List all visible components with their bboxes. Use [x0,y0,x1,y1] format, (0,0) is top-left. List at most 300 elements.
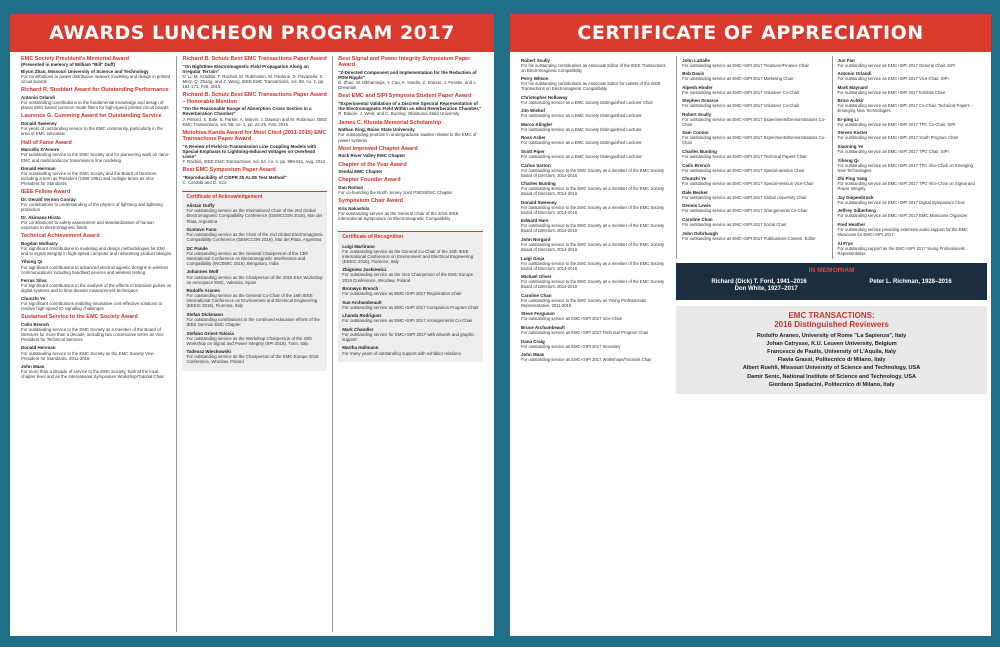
recipient-name: "Experimental Validation of a Discrete Spectral Representation of the Electromagnetic Field Within an Ideal Reverberation Chamber," [338,101,482,112]
recipient-name: Scott Piper [521,149,545,155]
recipient-name: Zhi Ping Yang [837,176,868,182]
certificate-body [516,56,987,632]
in-memoriam-row [680,279,983,286]
recipient-name: Mark Maynard [837,84,868,90]
recipient-citation: For outstanding service as EMC+SIPI 2017 Companion Program Chair [342,304,479,310]
recipient-citation: For outstanding service as EMC+SIPI 2017 Vice-Chair, SIPI [837,76,949,82]
recipient-citation: For outstanding service as EMC+SIPI 2017 Vice-Chair [521,316,623,322]
recipient-citation: For outstanding service to the EMC Society and for pioneering work on nano-EMC and multiconductor transmission line modeling [21,152,170,163]
recipient-citation: For outstanding service as EMC+SIPI 2017 Exhibits Chair [837,89,945,95]
award-title: EMC Society President's Memorial Award [21,56,129,62]
recipient-name: Alpesh Hinder [682,84,713,90]
recipient-name: John Norgard [521,237,551,243]
in-memoriam-title: IN MEMORIAM [808,267,855,275]
recipient-name: John Dobrkaugh [682,230,718,236]
award-entry [21,121,171,136]
recipient-citation: For outstanding service as EMC+SIPI 2017 Publications-Content, Editor [682,235,816,241]
recipient-citation: For outstanding service as the Chairperson of the 2016 ESA Workshop on Aerospace EMC, Valencia, Spain [186,274,323,285]
recipient-entry [521,293,671,308]
recipient-entry [521,200,671,215]
recipient-citation: For outstanding service to the EMC Society as a member of the EMC Society Board of Directors, 2014-2016 [521,223,665,234]
recipient-citation: For outstanding service to the EMC Society as a member of the EMC Society Board of Directors, 2014-2016 [521,167,665,178]
recipient-name: Edward Hare [521,218,549,224]
recipient-entry [682,203,826,213]
recipient-citation: For outstanding service to the EMC Society as a member of the EMC Society Board of Directors, 2014-2016 [521,279,665,290]
reviewers-title: EMC TRANSACTIONS: [788,310,875,320]
reviewer-name: Flavia Grassi, Politecnico di Milano, Italy [777,357,886,364]
recipient-citation: For co-founding the North Jersey Joint PSES/EMC Chapter [338,190,453,196]
award-title: Chapter of the Year Award [338,161,407,168]
in-memoriam-box [676,263,987,299]
recipient-citation: D. Li, M. Azadifar, F. Rachidi, M. Rubinstein, M. Paolone, D. Pavanello, S. Metz, Q. Zhang, and Z. Wang, IEEE EMC Transactions, vol. 58, no. 2, pp. 161-171, Feb. 2016 [182,73,325,90]
recipient-citation: For outstanding service as EMC+SIPI 2017 Technical Program Chair [521,330,649,335]
recipient-citation: For outstanding service as EMC+SIPI 2017 Volunteer Co-Chair [682,103,800,109]
recipient-citation: For outstanding service as EMC+SIPI 2017 TPC Vice-Chair on Emerging New Technologies [837,162,973,173]
recipient-citation: For outstanding service to the EMC Society as a member of the EMC Society Board of Directors, 2014-2016 [521,242,665,253]
recipient-entry [838,58,982,68]
certificate-page [510,14,991,636]
recipient-name: Robert Scully [521,57,551,63]
recipient-entry [838,158,982,173]
recipient-entry [682,231,826,241]
recipient-name: Biyun Zhao, Missouri University of Science and Technology [21,69,149,75]
recipient-citation: For outstanding service as a EMC Society Distinguished Lecturer [521,113,642,119]
award-entry [338,127,483,142]
recipient-name: "Z-Directed Component and Implementation for the Reduction of PDN Ripple" [338,70,477,81]
recipient-citation: For contributions to understanding of the physics of lightning and lightning protection [21,201,163,212]
recipient-name: Donald Heirman [21,345,56,351]
award-entry [21,241,171,256]
award-entry [21,147,171,162]
recipient-name: Stefan Dickmann [186,311,223,317]
recipient-citation: For more than a decade of service to the EMC Society, both at the local chapter level and as the International Symposium Workshop/Tutorial Chair [21,368,164,379]
reviewer-name: Francesco de Paulis, University of L'Aquila, Italy [767,349,896,356]
recipient-citation: For outstanding service as EMC+SIPI 2017 Treasurer/Finance Chair [682,62,809,68]
recipient-name: Brice Achkir [837,98,864,104]
certificate-acknowledgement-box [182,191,327,371]
recipient-citation: For outstanding service as EMC+SIPI 2017 Technical Papers Chair [682,154,807,160]
award-entry [21,95,171,110]
award-entry [21,166,171,186]
recipient-name: Caroline Chan [521,292,552,298]
recipient-entry [838,222,982,237]
recipient-entry [838,130,982,140]
recipient-name: DC Pande [186,245,208,251]
recipient-citation: For outstanding service as EMC+SIPI 2017 Marketing Chair [682,76,794,82]
recipient-name: John Maas [21,363,45,369]
recipient-citation: For outstanding service as EMC+SIPI 2017 Social Chair [682,222,787,228]
recipient-entry [682,149,826,159]
recipient-name: Christopher Holloway [521,94,568,100]
recipient-entry [186,227,323,242]
recipient-entry [342,345,479,355]
recipient-entry [521,311,671,321]
recipient-name: Mark Chandler [342,326,374,332]
recipient-entry [186,203,323,223]
award-title: Technical Achievement Award [21,233,100,240]
recipient-citation: For outstanding service as the General Chair of the 2016 IEEE International Symposium on Electromagnetic Compatibility [338,211,459,222]
recipient-entry [521,237,671,252]
recipient-citation: For outstanding service as EMC+SIPI 2017 Youth Program Chair [837,135,959,141]
recipient-citation: For outstanding service as EMC+SIPI 2017 Global University Chair [682,194,807,200]
recipient-name: Marcello D'Amore [21,147,60,153]
recipient-citation: F. Rachidi, IEEE EMC Transactions, vol. 54, no. 4, pp. 898-911, Aug. 2012 [182,159,326,165]
recipient-entry [521,149,671,159]
award-entry [182,106,327,126]
recipient-citation: For outstanding service as the Chairperson of the EMC Europe 2016 Conference, Wroclaw, Poland [186,354,319,365]
awards-column-3 [332,56,488,632]
recipient-name: Robert Scully [682,111,712,117]
award-entry [21,197,171,212]
recipient-name: Fred Heather [837,222,866,228]
recipient-name: Sam Connor [682,130,709,136]
recipient-name: Antonio Orlandi [837,71,872,77]
recipient-entry [682,130,826,145]
recipient-citation: For outstanding service as EMC+SIPI 2017 Workshops/Tutorials Chair [521,357,652,363]
recipient-citation: For outstanding contributions to the continued education efforts of the IEEE German EMC Chapter [186,317,320,328]
recipient-entry [521,325,671,335]
recipient-name: Er-ping Li [837,116,859,122]
certificate-column-2 [676,56,831,259]
recipient-citation: For outstanding service as EMC+SIPI 2017 Arrangements Co-Chair [682,208,808,214]
award-entry [21,322,171,342]
recipient-citation: For outstanding service as EMC+SIPI 2017 Volunteer Co-Chair [682,89,800,95]
award-title: Most Improved Chapter Award [338,145,418,152]
recipient-citation: For significant contributions to the analysis of the effects of transient pulses on digital systems and to time-domain measurement techniques [21,282,172,293]
recipient-entry [682,85,826,95]
recipient-name: Caroline Chan [682,217,713,223]
recipient-name: Antonio Orlandi [21,95,55,101]
recipient-entry [682,98,826,108]
recipient-citation: R. Bakore, J. West, and C. Bunting, Oklahoma State University [338,111,460,117]
recipient-name: Kris Nakashita [338,206,370,212]
recipient-entry [521,76,671,91]
recipient-name: Luigi Gioja [521,255,545,261]
recipient-name: Xiaoning Ye [837,144,863,150]
recipient-citation: For outstanding service as EMC+SIPI 2017 Registration Chair [342,291,462,297]
recipient-entry [186,269,323,284]
recipient-citation: For outstanding service to the EMC Society as a member of the EMC Society Board of Directors, 2014-2016 [521,186,665,197]
recipient-entry [521,58,671,73]
award-title: Best EMC Symposium Paper Award [182,167,276,174]
recipient-citation: For outstanding service as the International Chair of the 2nd Global Electromagnetic Compatibility Conference (GEMCCON 2016), Mar del Plata, Argentina [186,208,322,224]
recipient-citation: For contributions to power distribution network modeling and design in printed circuit boards [21,74,171,85]
recipient-citation: For outstanding service as a EMC Society Distinguished Lecturer [521,154,642,160]
reviewer-name: Giordano Spadacini, Politecnico di Milano, Italy [768,381,895,388]
award-title: Richard B. Schulz Best EMC Transactions Paper Award – Honorable Mention [182,92,327,105]
recipient-entry [342,286,479,296]
certificate-column-3 [832,56,987,259]
award-title: Sustained Service to the EMC Society Award [21,314,138,321]
recipient-citation: For outstanding service as the General Chairperson of the 13th International Conference on Electromagnetic Interference and Compatibility (INCEMIC 2016), Bengaluru, India [186,250,308,266]
recipient-name: Johannes Wolf [186,269,219,275]
recipient-citation: For many years of outstanding support with exhibitor relations [342,350,461,356]
award-entry [21,345,171,360]
recipient-citation: For outstanding service to the EMC Society as a member of the Board of Directors for more than a decade, including two consecutive terms as Vice President for Technical Services [21,327,164,343]
recipient-name: "On Nighttime Electromagnetic Field Propagation Along an Irregular Terrain" [182,63,309,74]
recipient-citation: For outstanding service as a EMC Society Distinguished Lecturer Chair [521,99,653,105]
recipient-name: Tadeusz Wieckowski [186,349,231,355]
recipient-citation: For significant contributions to advanced electromagnetic designs in wireless communications including handheld devices and wireless testing [21,264,169,275]
recipient-citation: For outstanding service as EMC+SIPI 2017 Co-Chair, Technical Papers – Emerging New Technologies [837,103,974,114]
recipient-citation: For outstanding service as EMC+SIPI 2017 TPC Co-Chair, SIPI [837,121,956,127]
recipient-citation: For outstanding promise in undergraduate studies related to the EMC of power systems [338,132,477,143]
recipient-name: Jun Fan [837,57,855,63]
recipient-citation: For outstanding service as EMC+SIPI 2017 Experiments/Demonstrations Co-Chair [682,116,826,127]
recipient-name: Chunzhi Ye [682,176,707,182]
recipient-citation: C. Carobbi and D. Izzo [182,180,227,186]
recipient-citation: For outstanding service to the EMC Society as Young Professionals Representative, 2011-2016 [521,297,647,308]
award-title: Hall of Fame Award [21,139,72,146]
award-entry [21,278,171,293]
recipient-entry [342,300,479,310]
recipient-citation: For significant contributions to modeling and design methodologies for EMI and to signal integrity in high-speed computer and networking product designs [21,246,172,257]
recipient-citation: For outstanding service to the EMC Society as the EMC Society Vice-President for Standards, 2011-2016 [21,350,155,361]
recipient-name: John LaSalle [682,57,710,63]
reviewers-subtitle: 2016 Distinguished Reviewers [774,319,889,329]
recipient-name: Stefano Grivet-Talocia [186,330,234,336]
recipient-entry [682,190,826,200]
certificate-right-area [676,56,987,632]
reviewer-name: Damir Senic, National Institute of Science and Technology, USA [747,373,916,380]
recipient-entry [186,288,323,308]
recipient-name: Ferras Silva [21,277,47,283]
recipient-citation: For outstanding service for EMC+SIPI 2017 with artwork and graphic support [342,331,475,342]
recipient-entry [682,176,826,186]
recipient-entry [838,176,982,191]
recipient-entry [521,122,671,132]
recipient-citation: For outstanding service as EMC+SIPI 2017 General Chair, SIPI [837,62,956,68]
award-title: Chapter Founder Award [338,177,401,184]
certificate-acknowledgement-title: Certificate of Acknowledgement [186,194,263,201]
recipient-entry [682,112,826,127]
recipient-name: Donald Sweeney [21,121,57,127]
recipient-entry [838,195,982,205]
certificate-columns-2-3 [676,56,987,259]
recipient-entry [682,71,826,81]
recipient-citation: For outstanding service as a EMC Society Distinguished Lecturer [521,140,642,146]
awards-program-page [10,14,494,636]
award-entry [338,185,483,195]
recipient-name: "A Review of Field-to-Transmission Line Coupling Models with Special Emphasis to Lightning-Induced Voltages on Overhead Lines" [182,143,317,160]
recipient-name: Chunzhi Ye [21,295,46,301]
award-title: IEEE Fellow Award [21,188,71,195]
recipient-name: Sue Archambeault [342,299,382,305]
recipient-entry [521,95,671,105]
recipient-name: Rock River Valley EMC Chapter [338,153,406,159]
recipient-name: Rodolfo Araneo [186,288,221,294]
recipient-name: Zbigniew Joskiewicz [342,267,387,273]
award-title: Richard R. Stoddart Award for Outstanding Performance [21,87,169,94]
recipient-name: Donald Sweeney [521,199,557,205]
recipient-name: Dale Becker [682,189,708,195]
recipient-name: Martha Hallmann [342,345,379,351]
recipient-entry [682,163,826,173]
recipient-citation: For significant contributions enabling innovative cost-effective solutions to resolve high-speed IO signaling challenges [21,301,163,312]
award-title: Symposium Chair Award [338,198,404,205]
recipient-citation: For outstanding service to the EMC Society and the Board of Directors including a term as President (1980-1981) and multiple terms as Vice President for Standards [21,170,157,186]
distinguished-reviewers-box [676,306,987,394]
reviewer-name: Johan Catrysse, K.U. Leuven University, Belgium [766,340,897,347]
recipient-entry [521,108,671,118]
award-entry [21,215,171,230]
recipient-citation: For outstanding service providing extensive audio support for the EMC Musicians for EMC+SIPI 2017 [837,227,969,238]
recipient-citation: For outstanding service to the EMC Society as a member of the EMC Society Board of Directors, 2014-2016 [521,260,665,271]
certificate-title: CERTIFICATE OF APPRECIATION [510,14,991,52]
recipient-name: Colin Brench [682,162,711,168]
recipient-entry [838,71,982,81]
recipient-entry [838,241,982,256]
recipient-entry [186,246,323,266]
recipient-citation: For outstanding service as EMC+SIPI 2017 Secretary [521,343,621,349]
recipient-citation: For outstanding service as the General Co-Chair of the 16th IEEE International Conference on Environment and Electrical Engineering (EEEIC 2016), Florence, Italy [342,248,474,264]
certificate-column-1 [516,56,676,632]
recipient-citation: For outstanding service as EMC+SIPI 2017 Arrangements Co-Chair [342,318,473,324]
recipient-entry [186,312,323,327]
award-title: Laurence G. Cumming Award for Outstanding Service [21,113,162,120]
awards-columns [16,56,488,632]
award-entry [21,296,171,311]
award-title: Best Signal and Power Integrity Symposium Paper Award [338,56,471,69]
recipient-name: Dan Roman [338,185,364,191]
recipient-citation: J. Pinford, S. Bale, S. Parker, A. Marvin, J. Dawson and M. Robinson, IEEE EMC Transactions, vol. 58, no. 1, pp. 22-29, Feb. 2016 [182,116,328,127]
certificate-recognition-box [338,231,483,362]
award-entry [338,169,483,174]
memoriam-person: Peter L. Richman, 1928–2016 [869,279,952,286]
award-entry [182,64,327,89]
recipient-name: Al Frye [837,240,853,246]
recipient-name: Marco Klingler [521,121,553,127]
recipient-citation: For outstanding service as the Workshop Chairperson of the 20th Workshop on Signal and Power Integrity (SPI 2016), Turin, Italy [186,335,312,346]
recipient-name: Carlos Sartori [521,162,551,168]
recipient-name: Dr. Gerald Vernon Cooray [21,196,76,202]
recipient-entry [838,117,982,127]
recipient-name: Nathan King, Boise State University [338,127,415,133]
award-entry [338,101,483,116]
recipient-entry [521,163,671,178]
recipient-name: Dr. Akimasa Hirata [21,215,61,221]
recipient-citation: For outstanding service as EMC+SIPI 2017 Digital Symposium Chair [837,199,965,205]
award-entry [338,70,483,90]
recipient-citation: For contributions to safety assessment and standardization of human exposure to electromagnetic fields [21,220,154,231]
recipient-name: Colin Brench [21,322,50,328]
recipient-entry [521,339,671,349]
recipient-name: Gustavo Fano [186,227,217,233]
recipient-name: Dennis Lewis [682,203,711,209]
award-title: James C. Klouda Memorial Scholarship [338,119,442,126]
recipient-entry [682,58,826,68]
award-title: Best EMC and SIPI Symposia Student Paper Award [338,93,472,100]
recipient-citation: For outstanding service as the Vice Chairperson of the EMC Europe 2016 Conference, Wroclaw, Poland [342,272,474,283]
recipient-citation: For outstanding support as the EMC+SIPI 2017 Young Professionals Representative [837,245,965,256]
award-title: Motohisa Kanda Award for Most Cited (2011-2015) EMC Transactions Paper Award [182,129,327,143]
recipient-entry [521,256,671,271]
recipient-citation: For outstanding service as the General Co-Chair of the 16th IEEE International Conference on Environment and Electrical Engineering (EEEIC 2016), Florence, Italy [186,293,318,309]
recipient-entry [521,218,671,233]
recipient-name: Donald Heirman [21,165,56,171]
recipient-name: Charles Bunting [682,149,717,155]
recipient-citation: For outstanding service as EMC+SIPI 2017 TPC Chair, SIPI [837,149,949,155]
recipient-name: John Maas [521,352,545,358]
awards-program-title: AWARDS LUNCHEON PROGRAM 2017 [10,14,494,52]
recipient-entry [521,274,671,289]
recipient-name: Alistair Duffy [186,203,215,209]
awards-column-2 [176,56,332,632]
recipient-name: Dana Craig [521,338,545,344]
recipient-citation: For outstanding service as EMC+SIPI 2017 Special-session Vice-Chair [682,181,814,187]
recipient-name: Luigi Martirano [342,243,375,249]
award-title: Richard B. Schulz Best EMC Transactions Paper Award [182,56,327,62]
recipient-citation: For outstanding service as a EMC Society Distinguished Lecturer [521,126,642,132]
recipient-citation: For years of outstanding service to the EMC community, particularly in the area of EMC education [21,126,163,137]
recipient-name: Michael Oliver [521,274,552,280]
recipient-name: Stephen Scearce [682,98,719,104]
recipient-name: Steve Ferguson [521,311,555,317]
recipient-entry [342,244,479,264]
recipient-name: Bruce Archambeault [521,325,565,330]
award-subtitle: (Presented in memory of William "Bill" Duff) [21,62,115,68]
recipient-name: "On the Reasonable Range of Absorption Cross Section in a Reverberation Chamber" [182,106,312,117]
recipient-name: Jeffrey Silberberg [837,208,876,214]
recipient-name: Charles Bunting [521,181,556,187]
recipient-entry [342,327,479,342]
recipient-name: "Reproducibility of CISPR 25 ALSE Test Method" [182,175,287,180]
recipient-name: Steven Kester [837,130,868,136]
recipient-entry [838,98,982,113]
recipient-name: Yihong Qi [837,157,859,163]
recipient-name: Jim Wiebuf [521,108,545,114]
recipient-citation: For outstanding service as EMC+SIPI 2017 Special-session Chair [682,167,805,173]
award-entry [21,259,171,274]
certificate-columns-area [516,56,987,632]
recipient-name: Sendai EMC Chapter [338,169,383,175]
recipient-entry [186,331,323,346]
certificate-recognition-title: Certificate of Recognition [342,234,404,241]
award-entry [182,175,327,185]
recipient-citation: For his outstanding contributions as Associate Editor for Letters of the IEEE Transactions on Electromagnetic Compatibility [521,81,661,92]
reviewer-name: Rodolfo Araneo, University of Rome "La Sapienza", Italy [756,332,907,339]
reviewer-name: Albert Ruehli, Missouri University of Science and Technology, USA [742,365,921,372]
recipient-name: Bogdan Mutluary [21,241,58,247]
recipient-entry [521,352,671,362]
memoriam-person: Richard (Dick) T. Ford, 1941–2016 [711,279,807,286]
memoriam-person: Don White, 1927–2017 [734,286,798,293]
recipient-citation: For outstanding service as EMC+SIPI 2017 EMC Musicians Organizer [837,213,968,219]
recipient-name: Lhanda Rodriguez [342,313,382,319]
recipient-name: Yihong Qi [21,259,43,265]
recipient-name: Perry Wilson [521,76,549,82]
recipient-entry [682,217,826,227]
recipient-name: Bob Davis [682,71,705,77]
awards-column-1 [16,56,176,632]
award-entry [338,153,483,158]
recipient-citation: For outstanding contributions to the fundamental knowledge and design of planar EBG based common mode filters for high-speed printed circuit boards [21,100,169,111]
in-memoriam-row [680,286,983,293]
recipient-name: Ross Acker [521,135,546,141]
recipient-citation: For outstanding service to the EMC Society as a member of the EMC Society Board of Directors, 2014-2016 [521,204,665,215]
recipient-citation: For his outstanding contributions as Associate Editor of the IEEE Transactions on Electromagnetic Compatibility [521,62,666,73]
recipient-entry [186,349,323,364]
recipient-citation: B. Zhao, W. Dikhaminjia, Y. Cao, K. Hardin, Z. Kratzer, J. Fessler, and J. Drewniak [338,80,477,91]
recipient-name: Bronwyn Brench [342,286,379,291]
award-entry [21,69,171,84]
recipient-entry [342,313,479,323]
award-entry [182,144,327,164]
award-entry [21,364,171,379]
recipient-entry [521,181,671,196]
recipient-name: Jay Diepenbrock [837,194,874,200]
recipient-entry [838,144,982,154]
